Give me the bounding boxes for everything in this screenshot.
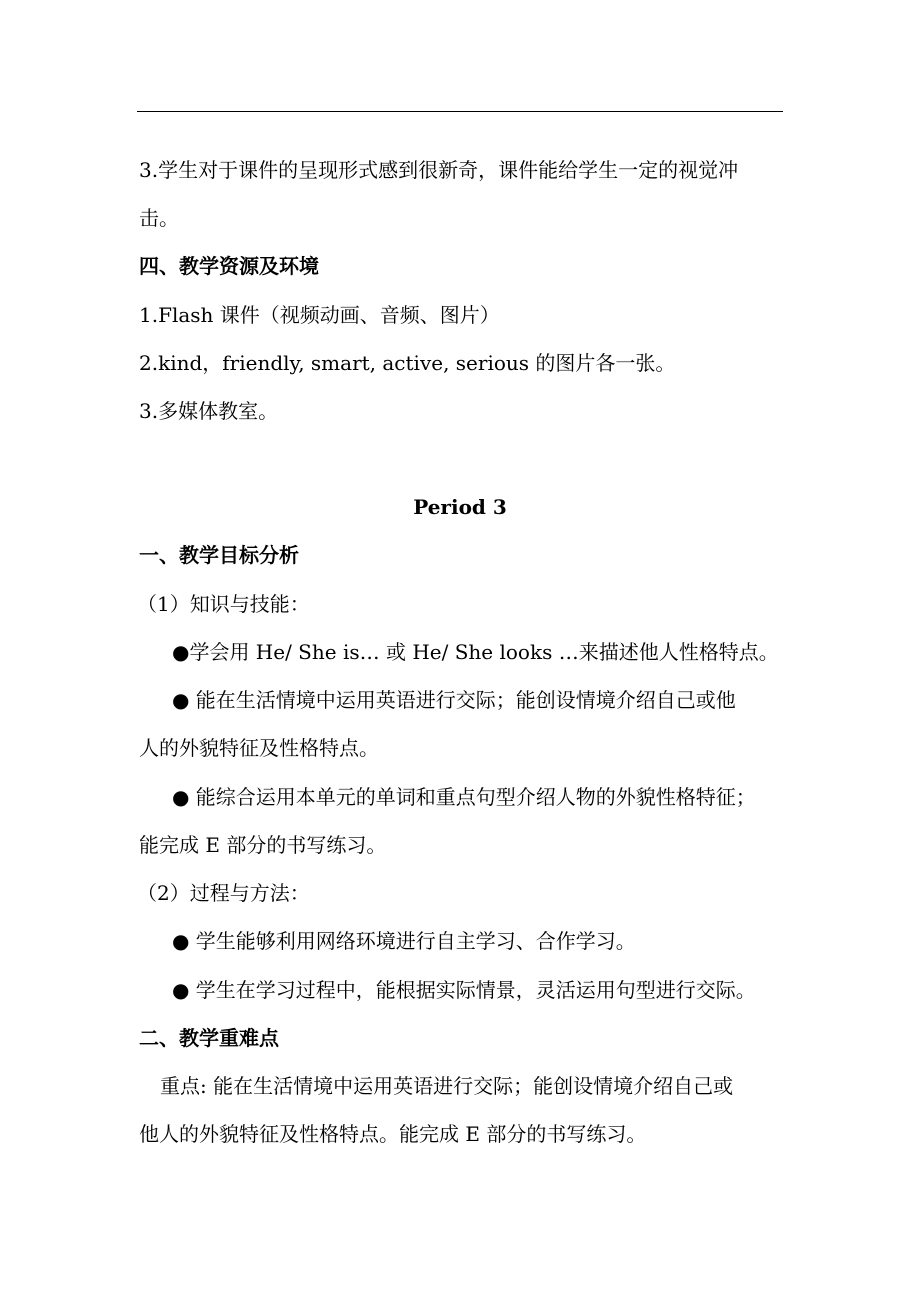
bullet-item-continuation: 人的外貌特征及性格特点。 (139, 736, 379, 760)
bullet-item: ● 能综合运用本单元的单词和重点句型介绍人物的外貌性格特征； (172, 785, 756, 809)
key-point-line: 他人的外貌特征及性格特点。能完成 E 部分的书写练习。 (139, 1122, 647, 1146)
bullet-item: ● 学生在学习过程中，能根据实际情景，灵活运用句型进行交际。 (172, 978, 756, 1002)
header-rule (137, 111, 783, 112)
bullet-item-continuation: 能完成 E 部分的书写练习。 (139, 833, 387, 857)
bullet-item: ●学会用 He/ She is… 或 He/ She looks …来描述他人性格特点。 (172, 640, 779, 664)
section-four-heading: 四、教学资源及环境 (139, 254, 319, 278)
resource-item: 3.多媒体教室。 (139, 399, 279, 423)
resource-item: 2.kind，friendly, smart, active, serious 的图片各一张。 (139, 351, 676, 375)
key-point-line: 重点: 能在生活情境中运用英语进行交际；能创设情境介绍自己或 (160, 1074, 734, 1098)
section-one-heading: 一、教学目标分析 (139, 543, 299, 567)
paragraph-line: 3.学生对于课件的呈现形式感到很新奇，课件能给学生一定的视觉冲 (139, 158, 739, 182)
resource-item: 1.Flash 课件（视频动画、音频、图片） (139, 303, 500, 327)
period-title: Period 3 (413, 495, 507, 519)
subsection-knowledge-skills: （1）知识与技能： (137, 592, 310, 616)
paragraph-line: 击。 (139, 206, 179, 230)
bullet-item: ● 能在生活情境中运用英语进行交际；能创设情境介绍自己或他 (172, 688, 736, 712)
section-two-heading: 二、教学重难点 (139, 1026, 279, 1050)
subsection-process-methods: （2）过程与方法： (137, 881, 310, 905)
bullet-item: ● 学生能够利用网络环境进行自主学习、合作学习。 (172, 929, 636, 953)
